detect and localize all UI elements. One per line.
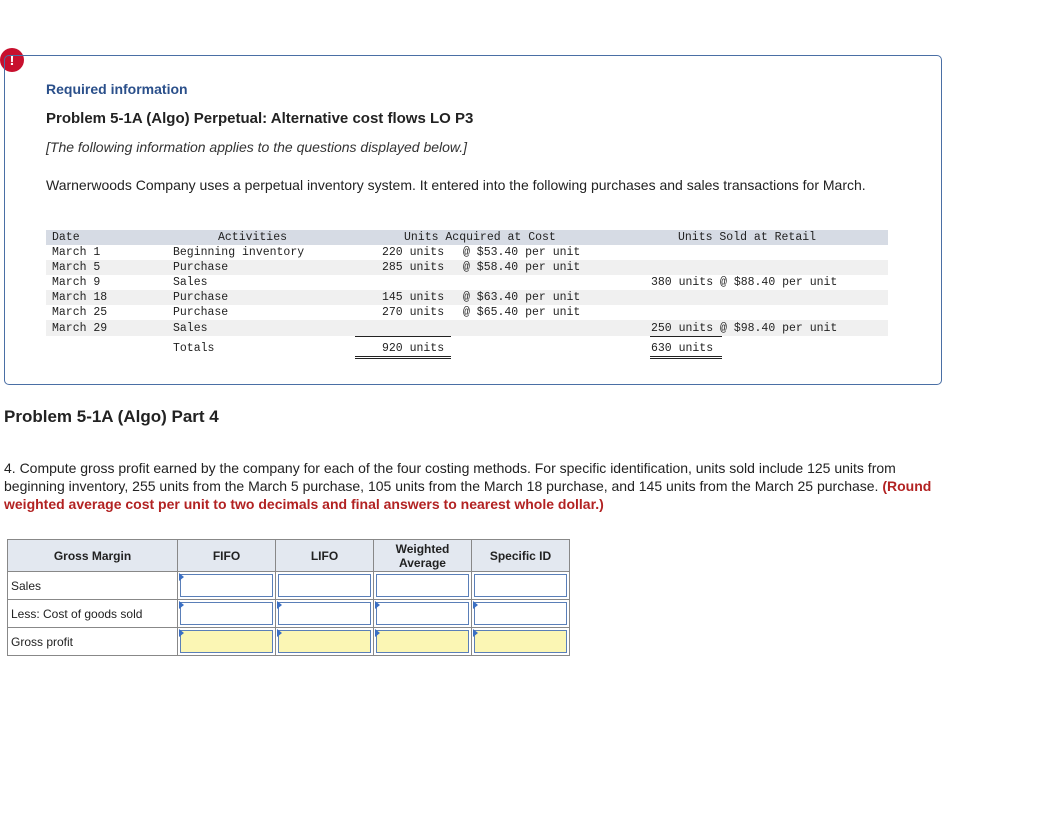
question-body: 4. Compute gross profit earned by the company for each of the four costing methods. For specific identification, units sold include 125 units from beginning inventory, 255 units from the March 5 purchase, 105 units from the March 18 purchase, and 145 units from the March 25 purchase. <box>4 460 896 494</box>
header-weighted-average: Weighted Average <box>374 540 472 572</box>
input-marker-icon <box>277 629 282 637</box>
header-gross-margin: Gross Margin <box>8 540 178 572</box>
gross-margin-header <box>8 540 570 572</box>
row-cost: @ $63.40 per unit <box>463 291 581 304</box>
gross-profit-weighted-average-input[interactable] <box>374 628 472 656</box>
row-cost: @ $53.40 per unit <box>463 246 581 259</box>
row-date: March 5 <box>52 261 101 274</box>
row-label-cogs: Less: Cost of goods sold <box>8 600 178 628</box>
gross-margin-table <box>7 539 570 656</box>
part-title: Problem 5-1A (Algo) Part 4 <box>4 407 219 426</box>
required-info-label: Required information <box>46 81 188 97</box>
row-label-gross-profit: Gross profit <box>8 628 178 656</box>
table-row <box>46 305 888 320</box>
row-date: March 1 <box>52 246 101 259</box>
input-marker-icon <box>473 629 478 637</box>
table-row <box>46 275 888 290</box>
question-text <box>4 459 949 513</box>
row-cost: @ $58.40 per unit <box>463 261 581 274</box>
row-cost: @ $65.40 per unit <box>463 306 581 319</box>
header-activities: Activities <box>218 231 288 244</box>
row-units: 220 units <box>382 246 445 259</box>
cogs-fifo-input[interactable] <box>178 600 276 628</box>
problem-title: Problem 5-1A (Algo) Perpetual: Alternative cost flows LO P3 <box>46 110 474 127</box>
row-label-sales: Sales <box>8 572 178 600</box>
totals-label: Totals <box>173 342 215 355</box>
input-marker-icon <box>179 629 184 637</box>
header-lifo: LIFO <box>276 540 374 572</box>
row-activity: Purchase <box>173 291 229 304</box>
totals-sold: 630 units <box>651 342 714 355</box>
totals-row <box>46 341 888 356</box>
row-activity: Purchase <box>173 306 229 319</box>
input-marker-icon <box>179 601 184 609</box>
row-units: 145 units <box>382 291 445 304</box>
row-activity: Beginning inventory <box>173 246 305 259</box>
row-activity: Sales <box>173 322 208 335</box>
table-row <box>46 320 888 336</box>
input-marker-icon <box>473 601 478 609</box>
sold-double-rule <box>650 356 722 359</box>
gross-profit-fifo-input[interactable] <box>178 628 276 656</box>
gross-profit-specific-id-input[interactable] <box>472 628 570 656</box>
row-sold: 380 units @ $88.40 per unit <box>651 276 838 289</box>
sold-total-rule <box>650 336 722 337</box>
totals-acquired: 920 units <box>382 342 445 355</box>
header-specific-id: Specific ID <box>472 540 570 572</box>
row-date: March 25 <box>52 306 108 319</box>
input-marker-icon <box>277 601 282 609</box>
cogs-lifo-input[interactable] <box>276 600 374 628</box>
table-row <box>8 572 570 600</box>
table-row <box>46 245 888 260</box>
rounding-instruction: (Round weighted average cost per unit to two decimals and final answers to nearest whole dollar.) <box>4 478 932 512</box>
cogs-specific-id-input[interactable] <box>472 600 570 628</box>
info-note: [The following information applies to the questions displayed below.] <box>46 139 468 155</box>
gross-profit-lifo-input[interactable] <box>276 628 374 656</box>
transactions-header <box>46 230 888 245</box>
row-sold: 250 units @ $98.40 per unit <box>651 322 838 335</box>
problem-description: Warnerwoods Company uses a perpetual inventory system. It entered into the following purchases and sales transactions for March. <box>46 177 866 193</box>
cogs-weighted-average-input[interactable] <box>374 600 472 628</box>
acquired-total-rule <box>355 336 451 337</box>
table-row <box>8 600 570 628</box>
row-activity: Sales <box>173 276 208 289</box>
header-date: Date <box>52 231 80 244</box>
header-sold: Units Sold at Retail <box>678 231 817 244</box>
row-units: 270 units <box>382 306 445 319</box>
row-date: March 18 <box>52 291 108 304</box>
header-fifo: FIFO <box>178 540 276 572</box>
input-marker-icon <box>375 629 380 637</box>
sales-specific-id-input[interactable] <box>472 572 570 600</box>
sales-fifo-input[interactable] <box>178 572 276 600</box>
sales-weighted-average-input[interactable] <box>374 572 472 600</box>
table-row <box>46 290 888 305</box>
row-date: March 9 <box>52 276 101 289</box>
row-units: 285 units <box>382 261 445 274</box>
table-row <box>46 260 888 275</box>
sales-lifo-input[interactable] <box>276 572 374 600</box>
row-date: March 29 <box>52 322 108 335</box>
acquired-double-rule <box>355 356 451 359</box>
table-row <box>8 628 570 656</box>
header-acquired: Units Acquired at Cost <box>404 231 556 244</box>
row-activity: Purchase <box>173 261 229 274</box>
input-marker-icon <box>375 601 380 609</box>
alert-icon: ! <box>0 48 24 72</box>
input-marker-icon <box>179 573 184 581</box>
